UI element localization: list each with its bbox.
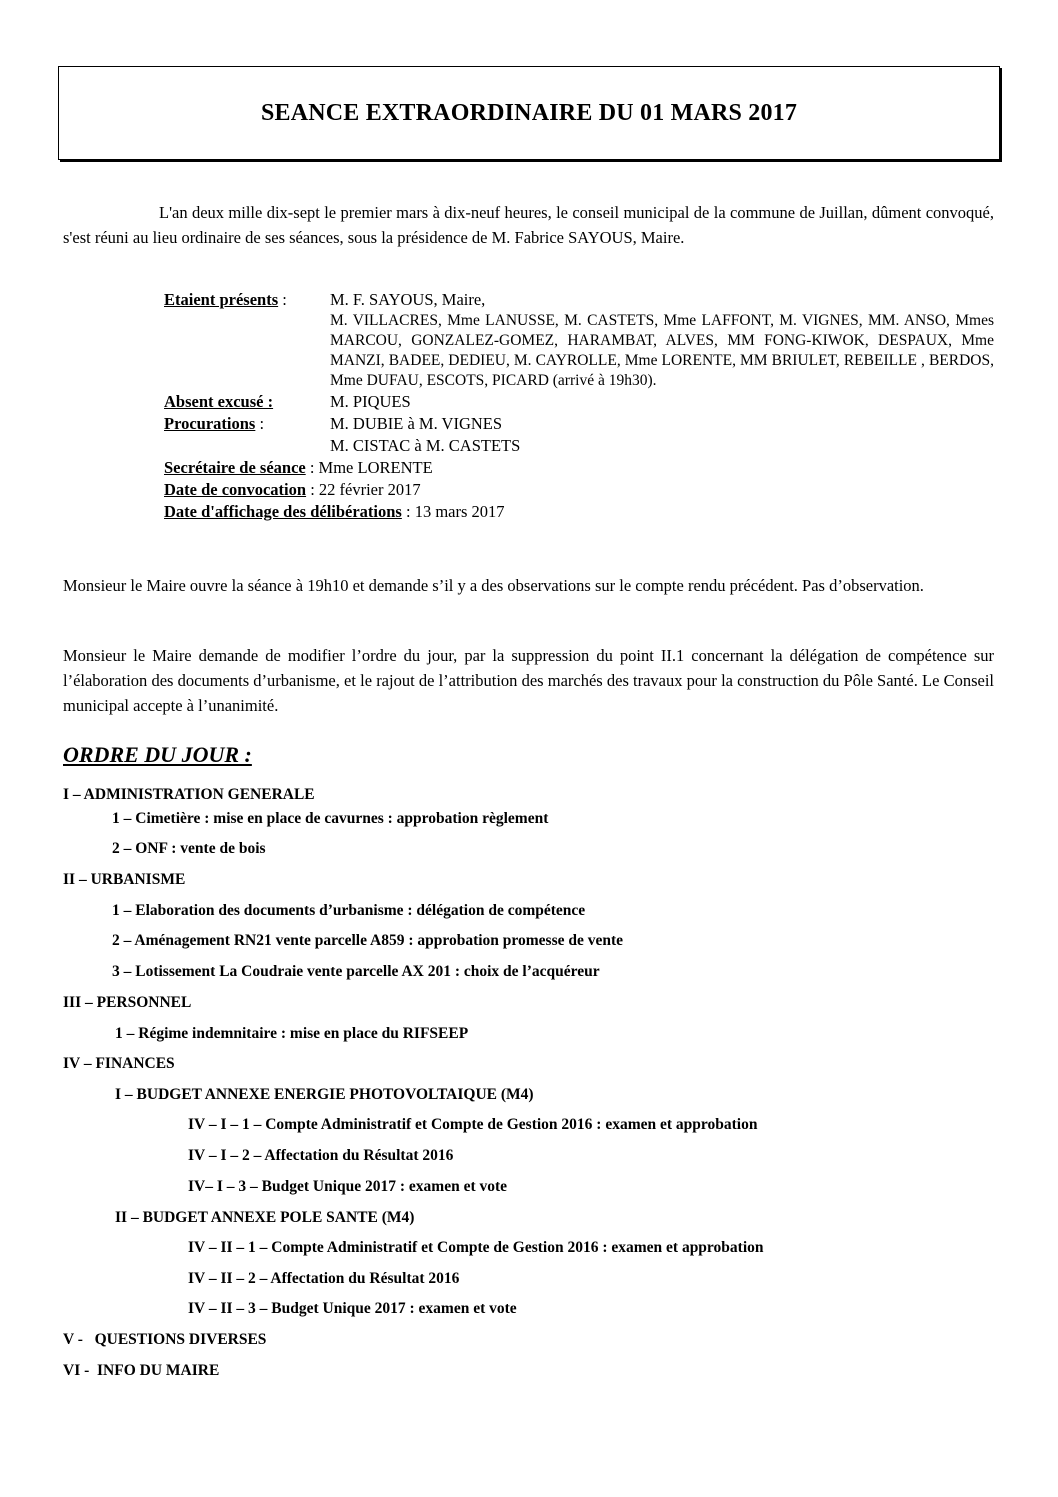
opening-paragraph: Monsieur le Maire ouvre la séance à 19h10 et demande s’il y a des observations sur le compte rendu précédent. Pas d’observation. bbox=[63, 576, 924, 595]
agenda-item: 2 – Aménagement RN21 vente parcelle A859 : approbation promesse de vente bbox=[112, 932, 624, 949]
agenda-item: 1 – Régime indemnitaire : mise en place du RIFSEEP bbox=[115, 1025, 469, 1042]
agenda-change-paragraph: Monsieur le Maire demande de modifier l’ordre du jour, par la suppression du point II.1 concernant la délégation de compétence sur l’élaboration des documents d’urbanisme, et le rajout de l’attribution des marchés des travaux pour la construction du Pôle Santé. Le Conseil municipal accepte à l’unanimité. bbox=[63, 646, 994, 715]
agenda-section-6: VI - INFO DU MAIRE bbox=[63, 1362, 220, 1379]
proxies-label: Procurations bbox=[164, 414, 256, 433]
agenda-item: 3 – Lotissement La Coudraie vente parcelle AX 201 : choix de l’acquéreur bbox=[112, 963, 600, 980]
intro-text: L'an deux mille dix-sept le premier mars à dix-neuf heures, le conseil municipal de la commune de Juillan, dûment convoqué, s'est réuni au lieu ordinaire de ses séances, sous la présidence de M. Fabrice SAYOUS, Maire. bbox=[63, 203, 994, 247]
agenda-section-3: III – PERSONNEL bbox=[63, 994, 192, 1011]
display-label: Date d'affichage des délibérations bbox=[164, 502, 402, 521]
present-sep: : bbox=[278, 290, 287, 309]
agenda-item: 1 – Cimetière : mise en place de cavurnes : approbation règlement bbox=[112, 810, 549, 827]
convocation-label: Date de convocation bbox=[164, 480, 307, 499]
present-first: M. F. SAYOUS, Maire, bbox=[330, 290, 486, 309]
agenda-section-2: II – URBANISME bbox=[63, 871, 186, 888]
agenda-item: 2 – ONF : vente de bois bbox=[112, 840, 266, 857]
title-box bbox=[58, 66, 1000, 160]
agenda-item: 1 – Elaboration des documents d’urbanisme : délégation de compétence bbox=[112, 902, 586, 919]
attendance-block bbox=[164, 289, 994, 523]
present-label: Etaient présents bbox=[164, 290, 279, 309]
agenda-section-5: V - QUESTIONS DIVERSES bbox=[63, 1331, 267, 1348]
agenda-heading: ORDRE DU JOUR : bbox=[63, 742, 252, 767]
present-list: M. VILLACRES, Mme LANUSSE, M. CASTETS, Mme LAFFONT, M. VIGNES, MM. ANSO, Mmes MARCOU, GONZALEZ-GOMEZ, HARAMBAT, ALVES, MM FONG-KIWOK, DESPAUX, Mme MANZI, BADEE, DEDIEU, M. CAYROLLE, Mme LORENTE, MM BRIULET, REBEILLE , BERDOS, Mme DUFAU, ESCOTS, PICARD (arrivé à 19h30). bbox=[330, 312, 994, 389]
secretary-value: : Mme LORENTE bbox=[305, 458, 433, 477]
secretary-label: Secrétaire de séance bbox=[164, 458, 306, 477]
proxy-2: M. CISTAC à M. CASTETS bbox=[330, 436, 521, 455]
agenda-item: IV– I – 3 – Budget Unique 2017 : examen et vote bbox=[188, 1178, 508, 1195]
agenda-item: IV – II – 1 – Compte Administratif et Compte de Gestion 2016 : examen et approbation bbox=[188, 1239, 764, 1256]
agenda-subsection: I – BUDGET ANNEXE ENERGIE PHOTOVOLTAIQUE (M4) bbox=[115, 1086, 534, 1103]
absent-label: Absent excusé : bbox=[164, 392, 274, 411]
agenda-item: IV – I – 1 – Compte Administratif et Compte de Gestion 2016 : examen et approbation bbox=[188, 1116, 758, 1133]
agenda-subsection: II – BUDGET ANNEXE POLE SANTE (M4) bbox=[115, 1209, 415, 1226]
agenda-item: IV – II – 3 – Budget Unique 2017 : examen et vote bbox=[188, 1300, 517, 1317]
proxy-1: M. DUBIE à M. VIGNES bbox=[330, 414, 503, 433]
agenda-item: IV – I – 2 – Affectation du Résultat 2016 bbox=[188, 1147, 454, 1164]
agenda-section-4: IV – FINANCES bbox=[63, 1055, 175, 1072]
intro-paragraph bbox=[63, 201, 994, 250]
display-value: : 13 mars 2017 bbox=[401, 502, 505, 521]
agenda-section-1: I – ADMINISTRATION GENERALE bbox=[63, 786, 315, 803]
absent-value: M. PIQUES bbox=[330, 392, 411, 411]
convocation-value: : 22 février 2017 bbox=[306, 480, 421, 499]
page-title: SEANCE EXTRAORDINAIRE DU 01 MARS 2017 bbox=[260, 100, 798, 126]
agenda-item: IV – II – 2 – Affectation du Résultat 2016 bbox=[188, 1270, 460, 1287]
proxies-sep: : bbox=[255, 414, 265, 433]
